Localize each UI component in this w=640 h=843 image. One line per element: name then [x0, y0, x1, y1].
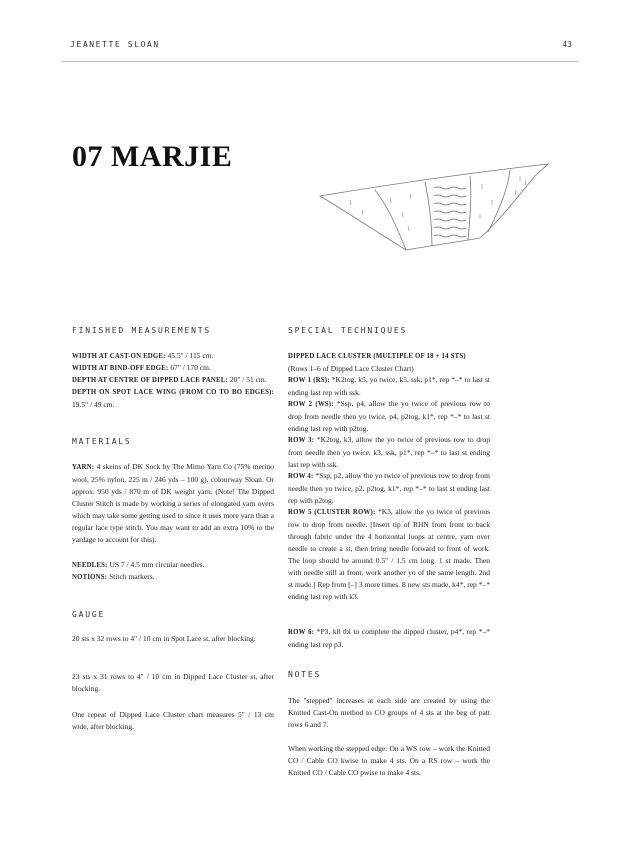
technique-row [288, 506, 490, 603]
row-label: ROW 4: [288, 473, 314, 480]
shawl-schematic-sketch [310, 150, 560, 260]
notions-text: Stitch markers. [107, 572, 155, 581]
yarn-label: YARN: [72, 464, 95, 471]
notes-paragraph: When working the stepped edge: On a WS row – work the Knitted CO / Cable CO kwise to make 4 sts. On a RS row – work the Knitted CO / Cable CO pwise to make 4 sts. [288, 744, 490, 777]
row-label: ROW 1 (RS): [288, 377, 330, 384]
technique-subtitle: (Rows 1–6 of Dipped Lace Cluster Chart) [288, 364, 414, 373]
row-text: *K2tog, k5, yo twice, k5, ssk, p1*, rep *–* to last st ending last rep with ssk. [288, 375, 490, 397]
notes-heading: NOTES [288, 670, 322, 679]
row-label: ROW 3: [288, 437, 315, 444]
technique-title-label: DIPPED LACE CLUSTER (MULTIPLE OF 18 + 14 STS) [288, 353, 466, 360]
header-divider [62, 61, 578, 62]
pattern-title: 07 MARJIE [72, 140, 233, 173]
measurement-label: DEPTH AT CENTRE OF DIPPED LACE PANEL: [72, 377, 228, 384]
measurement-label: WIDTH AT CAST-ON EDGE: [72, 353, 166, 360]
row-text: *P3, k8 tbl to complete the dipped cluster, p4*, rep *–* ending last rep p3. [288, 627, 490, 649]
materials-heading: MATERIALS [72, 437, 132, 446]
measurement-item [72, 386, 274, 411]
gauge-paragraph: 20 sts x 32 rows to 4" / 10 cm in Spot Lace st, after blocking. [72, 634, 256, 643]
materials-yarn [72, 461, 274, 546]
technique-row [288, 470, 490, 507]
materials-notions [72, 571, 274, 584]
page-number: 43 [562, 40, 572, 49]
finished-measurements-heading: FINISHED MEASUREMENTS [72, 326, 211, 335]
technique-row [288, 626, 490, 651]
needles-label: NEEDLES: [72, 562, 108, 569]
yarn-text: 4 skeins of DK Sock by The Mimo Yarn Co (75% merino wool, 25% nylon, 225 m / 246 yds – 100 g), colourway Sloan. Or approx. 950 yds / 870 m of DK weight yarn. (Note! The Dipped Cluster Stitch is made by working a series of elongated yarn overs which may take some getting used to since it uses more yarn than a regular lace type stitch. You may want to add an extra 10% to the yardage to account for this). [72, 462, 274, 544]
measurement-label: DEPTH ON SPOT LACE WING (FROM CO TO BO EDGES): [72, 389, 274, 396]
row-label: ROW 2 (WS): [288, 401, 334, 408]
technique-row [288, 434, 490, 471]
technique-title [288, 350, 490, 375]
row-text: *K3, allow the yo twice of previous row to drop from needle. [Insert tip of RHN from front to back through fabric under the 4 horizontal loops at centre, yarn over needle to create a st, then bring needle forward to front of work. The loop should be around 0.5" / 1.5 cm long. 1 st made. Then with needle still at front, work another yo of the same length. 2nd st made.] Rep from [–] 3 more times. 8 new sts made, k4*, rep *–* ending last rep with k3. [288, 507, 490, 601]
measurement-value: 67" / 170 cm. [168, 363, 211, 372]
gauge-heading: GAUGE [72, 610, 106, 619]
needles-text: US 7 / 4.5 mm circular needles. [107, 560, 205, 569]
notions-label: NOTIONS: [72, 574, 108, 581]
row-label: ROW 6: [288, 629, 315, 636]
running-head: JEANETTE SLOAN [70, 40, 160, 49]
gauge-paragraph: 23 sts x 31 rows to 4" / 10 cm in Dipped Lace Cluster st, after blocking. [72, 672, 274, 693]
measurement-label: WIDTH AT BIND-OFF EDGE: [72, 365, 169, 372]
measurement-value: 19.5" / 49 cm. [72, 400, 115, 409]
row-text: *K2tog, k3, allow the yo twice of previous row to drop from needle then yo twice, k3, ssk, p1*, rep *–* to last st ending last rep with ssk. [288, 435, 491, 469]
measurement-value: 20" / 51 cm. [227, 375, 267, 384]
technique-row [288, 374, 490, 399]
notes-paragraph: The "stepped" increases at each side are created by using the Knitted Cast-On method to CO groups of 4 sts at the beg of patt rows 6 and 7. [288, 696, 490, 729]
technique-row [288, 398, 490, 435]
row-text: *Ssp, p4, allow the yo twice of previous row to drop from needle then yo twice, p4, p2tog, k1*, rep *–* to last st ending last rep with p2tog. [288, 399, 491, 433]
row-label: ROW 5 (CLUSTER ROW): [288, 509, 376, 516]
row-text: *Ssp, p2, allow the yo twice of previous row to drop from needle then yo twice, p2, p2tog, k1*, rep *–* to last st ending last rep with p2tog. [288, 471, 490, 505]
measurement-value: 45.5" / 115 cm. [165, 351, 214, 360]
special-techniques-heading: SPECIAL TECHNIQUES [288, 326, 408, 335]
gauge-paragraph: One repeat of Dipped Lace Cluster chart measures 5" / 13 cm wide, after blocking. [72, 710, 274, 731]
